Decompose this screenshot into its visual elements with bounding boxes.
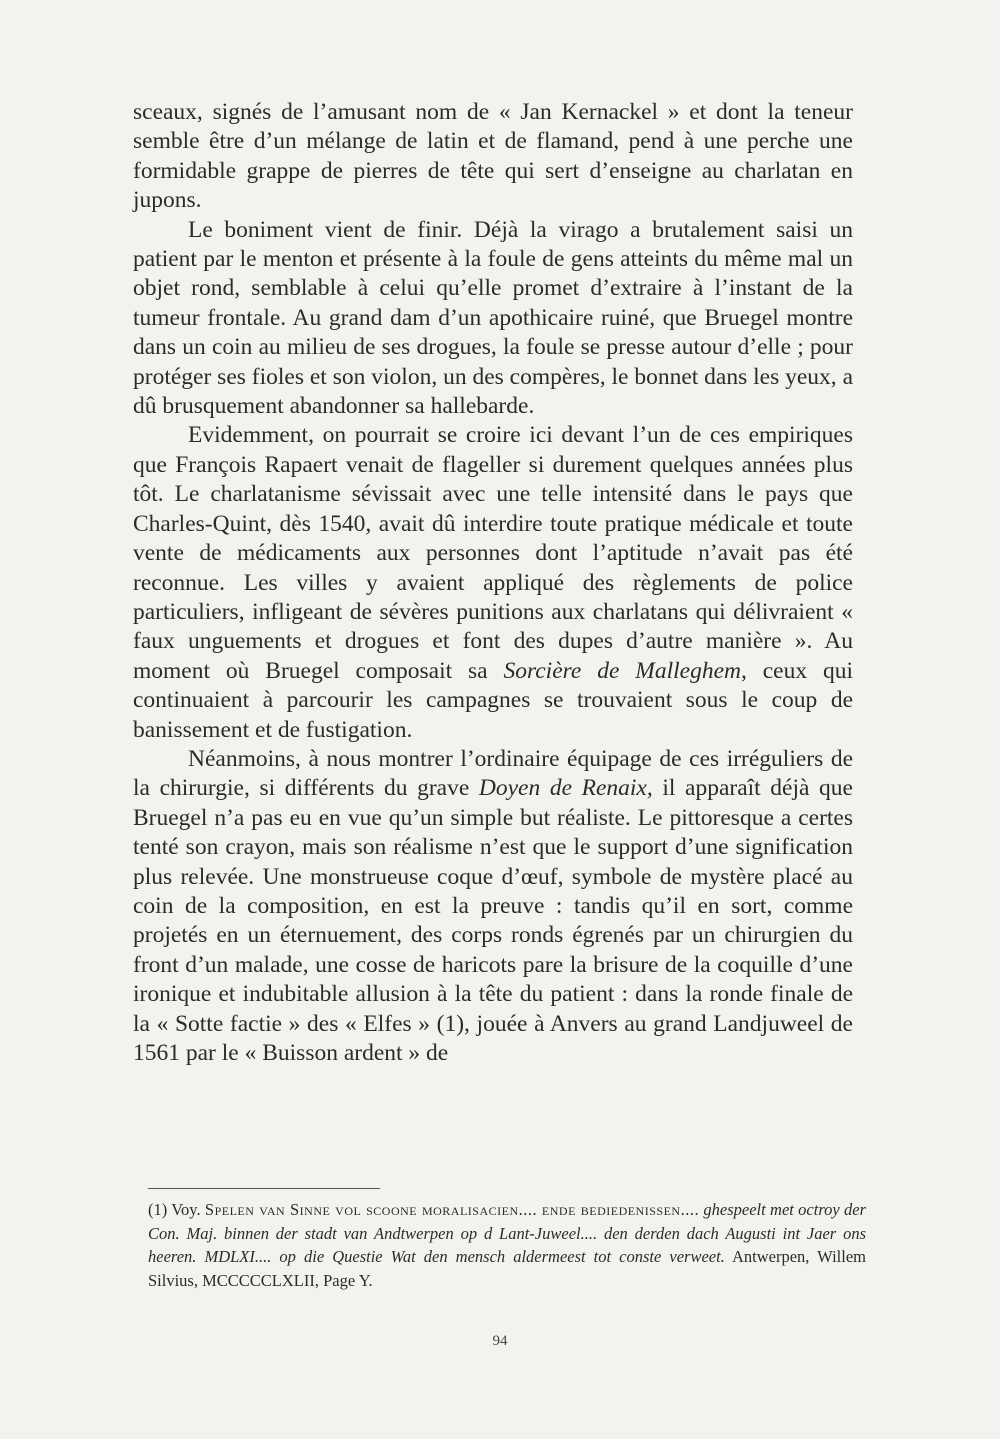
paragraph bbox=[133, 421, 853, 744]
text-segment: Le boniment vient de finir. Déjà la virago a brutalement saisi un patient par le menton et présente à la foule de gens atteints du même mal un objet rond, semblable à celui qu’elle promet d’extraire à l’instant de la tumeur frontale. Au grand dam d’un apothicaire ruiné, que Bruegel montre dans un coin au milieu de ses drogues, la foule se presse autour d’elle ; pour protéger ses fioles et son violon, un des compères, le bonnet dans les yeux, a dû brusquement abandonner sa hallebarde. bbox=[133, 216, 853, 420]
footnotes bbox=[148, 1198, 866, 1292]
paragraph bbox=[133, 216, 853, 422]
main-text bbox=[133, 98, 853, 1068]
text-segment: Spelen van Sinne vol scoone moralisacien.... ende bediedenissen.... bbox=[204, 1200, 700, 1219]
paragraph bbox=[133, 98, 853, 216]
text-segment: Doyen de Renaix, bbox=[478, 775, 653, 802]
text-segment: ghespeelt met octroy der Con. Maj. binnen der stadt van Andtwerpen op d Lant-Juweel.... den derden dach Augusti int Jaer ons heeren. MDLXI.... op die Questie Wat den mensch aldermeest tot conste verweet. bbox=[148, 1200, 867, 1266]
text-segment: Néanmoins, à nous montrer l’ordinaire équipage de ces irréguliers de la chirurgie, si différents du grave bbox=[133, 745, 853, 802]
page-number: 94 bbox=[492, 1333, 508, 1349]
text-segment: , ceux qui continuaient à parcourir les campagnes se trouvaient sous le coup de banissement et de fustigation. bbox=[133, 657, 854, 743]
paragraph bbox=[133, 745, 853, 1068]
text-segment: (1) Voy. bbox=[148, 1200, 205, 1219]
footnote-1 bbox=[148, 1198, 866, 1292]
text-segment: sceaux, signés de l’amusant nom de « Jan Kernackel » et dont la teneur semble être d’un mélange de latin et de flamand, pend à une perche une formidable grappe de pierres de tête qui sert d’enseigne au charlatan en jupons. bbox=[133, 99, 853, 214]
footnote-rule bbox=[148, 1188, 380, 1189]
text-segment: il apparaît déjà que Bruegel n’a pas eu en vue qu’un simple but réaliste. Le pittoresque a certes tenté son crayon, mais son réalisme n’est que le support d’une signification plus relevée. Une monstrueuse coque d’œuf, symbole de mystère placé au coin de la composition, en est la preuve : tandis qu’il en sort, comme projetés en un éternuement, des corps ronds égrenés par un chirurgien du front d’un malade, une cosse de haricots pare la brisure de la coquille d’une ironique et indubitable allusion à la tête du patient : dans la ronde finale de la « Sotte factie » des « Elfes » (1), jouée à Anvers au grand Landjuweel de 1561 par le « Buisson ardent » de bbox=[133, 775, 853, 1066]
text-segment: Antwerpen, Willem Silvius, MCCCCCLXLII, Page Y. bbox=[148, 1247, 866, 1290]
text-segment: Evidemment, on pourrait se croire ici devant l’un de ces empiriques que François Rapaert venait de flageller si durement quelques années plus tôt. Le charlatanisme sévissait avec une telle intensité dans le pays que Charles-Quint, dès 1540, avait dû interdire toute pratique médicale et toute vente de médicaments aux personnes dont l’aptitude n’avait pas été reconnue. Les villes y avaient appliqué des règlements de police particuliers, infligeant de sévères punitions aux charlatans qui délivraient « faux unguements et drogues et font des dupes d’autre manière ». Au moment où Bruegel composait sa bbox=[133, 422, 853, 684]
text-segment: Sorcière de Malleghem bbox=[503, 657, 741, 684]
